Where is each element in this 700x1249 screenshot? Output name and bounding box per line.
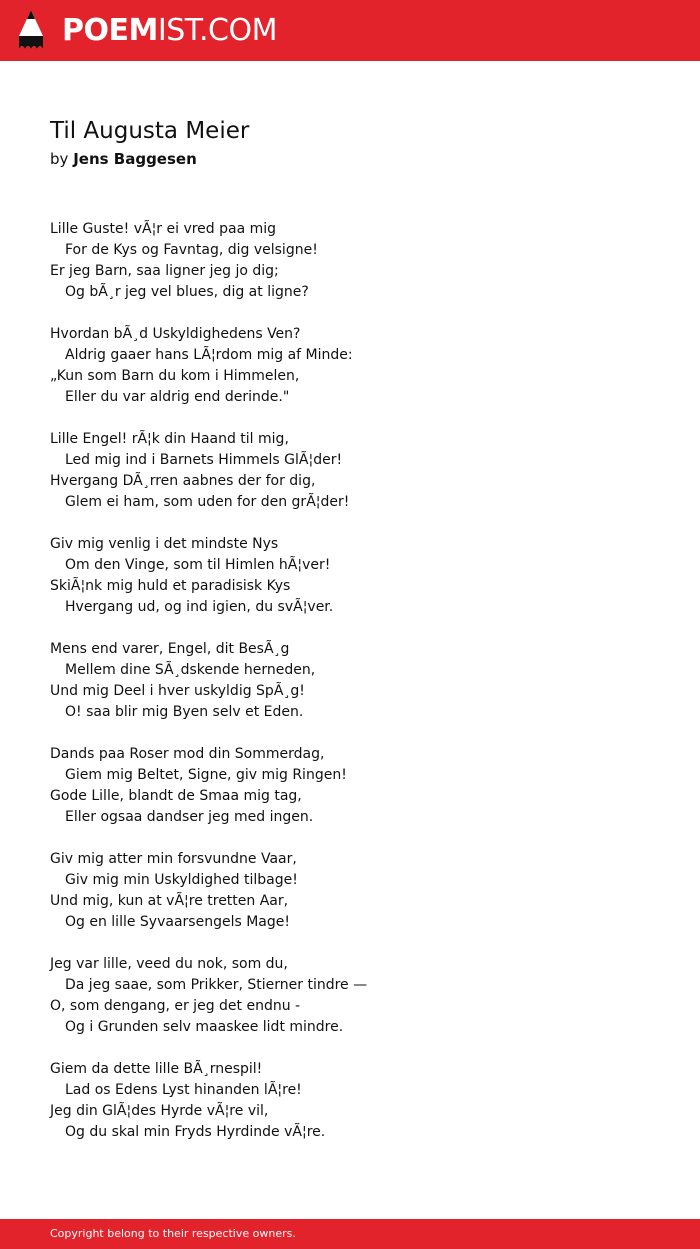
poem-stanza [50,744,650,828]
poem-line: Und mig, kun at vÃ¦re tretten Aar, [50,893,289,909]
poem-line: Hvordan bÃ¸d Uskyldighedens Ven? [50,326,301,342]
poem-line: Om den Vinge, som til Himlen hÃ¦ver! [65,557,331,573]
poem-line: Eller ogsaa dandser jeg med ingen. [65,809,314,825]
poem-line: Lille Engel! rÃ¦k din Haand til mig, [50,431,289,447]
poem-line: Dands paa Roser mod din Sommerdag, [50,746,325,762]
site-header [0,0,700,61]
poem-line: For de Kys og Favntag, dig velsigne! [65,242,318,258]
poem-line: O, som dengang, er jeg det endnu - [50,998,301,1014]
poem-line: Og en lille Syvaarsengels Mage! [65,914,290,930]
poem-line: Und mig Deel i hver uskyldig SpÃ¸g! [50,683,305,699]
poem-line: Jeg var lille, veed du nok, som du, [50,956,288,972]
poem-stanza [50,639,650,723]
poem-line: Og bÃ¸r jeg vel blues, dig at ligne? [65,284,309,300]
site-logo[interactable] [62,11,277,51]
poem-line: Hvergang ud, og ind igien, du svÃ¦ver. [65,599,334,615]
poem-body [50,219,650,1164]
poem-line: Led mig ind i Barnets Himmels GlÃ¦der! [65,452,343,468]
poem-line: „Kun som Barn du kom i Himmelen, [50,368,300,384]
poem-line: Giem da dette lille BÃ¸rnespil! [50,1061,263,1077]
poem-line: Giv mig atter min forsvundne Vaar, [50,851,297,867]
poem-stanza [50,954,650,1038]
poem-line: Eller du var aldrig end derinde." [65,389,290,405]
poem-byline [50,148,197,170]
poem-line: Aldrig gaaer hans LÃ¦rdom mig af Minde: [65,347,353,363]
poem-stanza [50,219,650,303]
poem-line: Mellem dine SÃ¸dskende herneden, [65,662,316,678]
by-label: by [50,150,69,168]
poem-title: Til Augusta Meier [50,118,250,144]
poem-line: Mens end varer, Engel, dit BesÃ¸g [50,641,290,657]
poem-line: Glem ei ham, som uden for den grÃ¦der! [65,494,350,510]
poem-author[interactable]: Jens Baggesen [73,150,197,168]
poem-line: Da jeg saae, som Prikker, Stierner tindre — [65,977,368,993]
poem-stanza [50,429,650,513]
pencil-icon[interactable] [17,9,45,52]
poem-line: Jeg din GlÃ¦des Hyrde vÃ¦re vil, [50,1103,269,1119]
poem-line: SkiÃ¦nk mig huld et paradisisk Kys [50,578,291,594]
logo-bold-text: POEM [62,13,158,48]
poem-line: Lad os Edens Lyst hinanden lÃ¦re! [65,1082,302,1098]
copyright-notice: Copyright belong to their respective owners. [50,1227,296,1240]
poem-line: Er jeg Barn, saa ligner jeg jo dig; [50,263,279,279]
poem-line: Gode Lille, blandt de Smaa mig tag, [50,788,302,804]
poem-line: Hvergang DÃ¸rren aabnes der for dig, [50,473,316,489]
poem-line: Og i Grunden selv maaskee lidt mindre. [65,1019,344,1035]
poem-stanza [50,534,650,618]
poem-line: Giem mig Beltet, Signe, giv mig Ringen! [65,767,347,783]
poem-line: Giv mig min Uskyldighed tilbage! [65,872,298,888]
logo-light-text: IST.COM [157,13,277,48]
site-footer [0,1219,700,1249]
poem-line: Og du skal min Fryds Hyrdinde vÃ¦re. [65,1124,326,1140]
poem-stanza [50,849,650,933]
poem-line: Lille Guste! vÃ¦r ei vred paa mig [50,221,277,237]
poem-stanza [50,1059,650,1143]
poem-stanza [50,324,650,408]
poem-line: O! saa blir mig Byen selv et Eden. [65,704,304,720]
poem-line: Giv mig venlig i det mindste Nys [50,536,279,552]
